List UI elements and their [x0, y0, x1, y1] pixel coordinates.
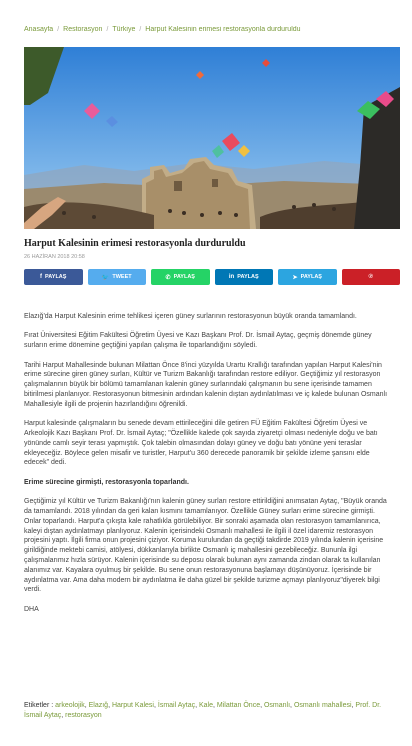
share-linkedin-button[interactable]	[215, 269, 274, 285]
article-paragraph: Fırat Üniversitesi Eğitim Fakültesi Öğretim Üyesi ve Kazı Başkanı Prof. Dr. İsmail Aytaç, geçmiş dönemde güney surların erime dönemine geçtiğini yapılan çalışma ile toparlandığını söyledi.	[24, 332, 372, 350]
telegram-icon: ➤	[292, 274, 298, 281]
linkedin-icon: in	[228, 274, 235, 280]
tags-section: Etiketler : arkeolojik, Elazığ, Harput Kalesi, İsmail Aytaç, Kale, Milattan Önce, Osmanlı, Osmanlı mahallesi, Prof. Dr. İsmail Aytaç, restorasyon	[24, 702, 382, 719]
article-paragraph: Harput kalesinde çalışmaların bu senede devam ettirileceğini dile getiren FÜ Eğitim Fakültesi Öğretim Üyesi ve Arkeolojik Kazı Başkanı Prof. Dr. İsmail Aytaç; "Özellikle kalede çok sayıda ziyaretçi olması nedeniyle doğu ve batı yönünde camlı seyir terası yapmıştık. Çok talebin olmasından dolayı güney ve doğu batı yönüne yeni teraslar ekleyeceğiz. Böylece gelen misafir ve turistler, Harput'u 360 derecede panoramik bir şekilde izleme şansını elde edecek" dedi.	[24, 420, 378, 467]
share-twitter-label: TWEET	[112, 274, 132, 280]
share-facebook-label: PAYLAŞ	[45, 274, 67, 280]
share-whatsapp-button[interactable]	[151, 269, 210, 285]
article-body	[24, 312, 392, 624]
breadcrumb-current[interactable]: Harput Kalesinin erimesi restorasyonla durduruldu	[145, 26, 301, 33]
share-linkedin-label: PAYLAŞ	[237, 274, 259, 280]
tag-link[interactable]: İsmail Aytaç	[157, 702, 196, 709]
share-pinterest-button[interactable]	[342, 269, 401, 285]
article-paragraph: Elazığ'da Harput Kalesinin erime tehlikesi içeren güney surlarının restorasyonun büyük oranda tamamlandı.	[24, 313, 357, 320]
tag-link[interactable]: Kale	[199, 702, 214, 709]
breadcrumb-restorasyon[interactable]: Restorasyon	[63, 26, 103, 33]
castle-kites-photo	[24, 47, 400, 229]
tag-link[interactable]: Milattan Önce	[216, 702, 261, 709]
tag-link[interactable]: Osmanlı mahallesi	[293, 702, 352, 709]
facebook-icon: f	[40, 274, 43, 280]
article-source: DHA	[24, 605, 39, 613]
breadcrumb-separator: /	[57, 26, 60, 33]
share-whatsapp-label: PAYLAŞ	[173, 274, 195, 280]
tag-link[interactable]: Prof. Dr. İsmail Aytaç	[24, 702, 382, 719]
share-twitter-button[interactable]	[88, 269, 147, 285]
breadcrumb-separator: /	[139, 26, 142, 33]
twitter-icon: 🐦	[101, 274, 110, 281]
whatsapp-icon: ✆	[165, 274, 171, 281]
breadcrumb-separator: /	[106, 26, 109, 33]
hero-image	[24, 47, 400, 229]
pinterest-icon: ℗	[368, 274, 373, 280]
article-date: 26 HAZİRAN 2018 20:58	[24, 254, 85, 260]
article-title: Harput Kalesinin erimesi restorasyonla durduruldu	[24, 238, 246, 249]
share-facebook-button[interactable]	[24, 269, 83, 285]
tags-label: Etiketler :	[24, 702, 54, 709]
breadcrumb-home[interactable]: Anasayfa	[24, 26, 54, 33]
breadcrumb	[24, 26, 400, 38]
share-telegram-button[interactable]	[278, 269, 337, 285]
tag-link[interactable]: Osmanlı	[263, 702, 291, 709]
article-subheading: Erime sürecine girmişti, restorasyonla toparlandı.	[24, 478, 189, 486]
article-paragraph: Tarihi Harput Mahallesinde bulunan Milattan Önce 8'inci yüzyılda Urartu Krallığı tarafından yapılan Harput Kalesi'nin erime sürecine giren güney surları, Kültür ve Turizm Bakanlığı tarafından restore ediliyor. Geçtiğimiz yıl restorasyon çalışmalarının büyük bir bölümü tamamlanan kalenin güney surlarındaki çalışmanın bu sene içerisinde tamamen bitirilmesi planlanıyor. Restorasyonun bitmesinin ardından kalenin dıştan aydınlatılması ve iç kalede bulunan Osmanlı Mahallesiyle ilgili de projenin hazırlandığını öğrenildi.	[24, 361, 388, 408]
tag-link[interactable]: restorasyon	[65, 712, 102, 719]
share-telegram-label: PAYLAŞ	[300, 274, 322, 280]
tag-link[interactable]: arkeolojik	[55, 702, 85, 709]
article-paragraph: Geçtiğimiz yıl Kültür ve Turizm Bakanlığı'nın kalenin güney surları restore ettirildiğini anımsatan Aytaç, "Büyük oranda da tamamlandı. 2018 yılından da geri kalan kısmını tamamlanıyor. Özellikle Güney surları erime sürecine girmişti. Onlar toparlandı. Harput'a çıkışta kale rahatlıkla görülebiliyor. Bir sonraki aşamada olan restorasyon tamamlanırıca, kaleyi dıştan aydınlatmayı planlıyoruz. Kalenin içerisindeki Osmanlı mahallesi ile ilgili il özel idaremiz restorasyon projesini yaptı. İlgili firma onun projesini çiziyor. Koruma kurulundan da geçtiği takdirde 2019 yılında kalenin içerisine girildiğinde mektebi camisi, atölyesi, dükkanlarıyla birlikte Osmanlı iç mahallesini gezebileceğiz. Bununla ilgi çalışmalarımız hızla sürüyor. Kalenin içerisinde su deposu olarak bulunan aynı zamanda zindan olarak ta kullanılan alanımız var. Kayalara oyulmuş bir şekilde. Bu sene onun restorasyonuna başlamayı düşünüyoruz. İçerisinde bir aydınlatma var. Ama daha modern bir aydınlatma ile daha güzel bir şekilde turizme açmayı planlıyoruz"diyerek bilgi verdi.	[24, 498, 387, 594]
breadcrumb-turkiye[interactable]: Türkiye	[112, 26, 136, 33]
tag-link[interactable]: Harput Kalesi	[111, 702, 154, 709]
share-bar	[24, 269, 400, 285]
tag-link[interactable]: Elazığ	[88, 702, 109, 709]
